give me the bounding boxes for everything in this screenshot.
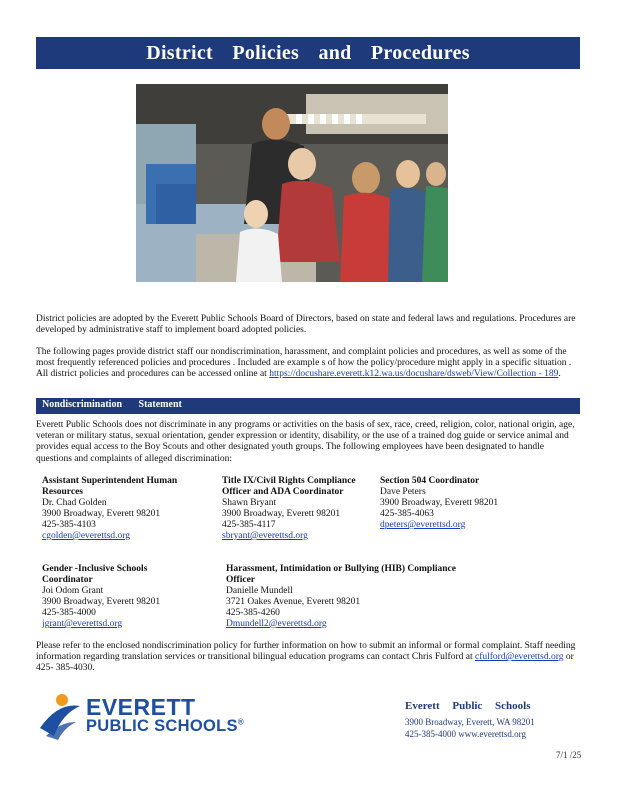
contact-email-link[interactable]: cgolden@everettsd.org <box>42 531 130 541</box>
contact-name: Dr. Chad Golden <box>42 498 107 508</box>
contact-role: Assistant Superintendent Human Resources <box>42 476 178 497</box>
intro-paragraph-1 <box>36 314 582 336</box>
contact-address: 3900 Broadway, Everett 98201 <box>380 498 499 508</box>
contact-title-ix <box>222 476 372 542</box>
footer-address: 3900 Broadway, Everett, WA 98201 <box>405 717 535 727</box>
classroom-illustration <box>136 84 448 282</box>
page-title: District Policies and Procedures <box>146 41 470 64</box>
contact-address: 3900 Broadway, Everett 98201 <box>42 509 161 519</box>
contact-email-link[interactable]: jgrant@everettsd.org <box>42 619 123 629</box>
contact-gender-inclusive <box>42 564 192 630</box>
fulford-email-link[interactable]: cfulford@everettsd.org <box>475 652 564 663</box>
closing-paragraph <box>36 641 582 675</box>
intro-text-2: The following pages provide district staff our nondiscrimination, harassment, and complaint policies and procedures, as well as some of the most frequently referenced policies and procedures . Included are example s of how the policy/procedure might apply in a specific situation . All district policies and procedures can be accessed online at <box>36 347 572 380</box>
logo-text-public-schools <box>86 717 244 736</box>
nondiscrimination-statement <box>36 420 582 465</box>
contact-name: Danielle Mundell <box>226 586 293 596</box>
nondiscrimination-heading: Nondiscrimination Statement <box>42 399 182 410</box>
logo-line2: PUBLIC SCHOOLS <box>86 717 238 735</box>
contact-hib <box>226 564 466 630</box>
contact-section-504 <box>380 476 550 531</box>
contact-email-link[interactable]: dpeters@everettsd.org <box>380 520 466 530</box>
footer-contact-block <box>405 700 535 740</box>
contact-role: Section 504 Coordinator <box>380 476 480 486</box>
contact-address: 3900 Broadway, Everett 98201 <box>222 509 341 519</box>
closing-end: or 425- 385-4030. <box>36 652 574 674</box>
contact-phone: 425-385-4117 <box>222 520 276 530</box>
swoosh-figure-icon <box>36 692 82 742</box>
contact-address: 3900 Broadway, Everett 98201 <box>42 597 161 607</box>
contact-address: 3721 Oakes Avenue, Everett 98201 <box>226 597 361 607</box>
contact-name: Dave Peters <box>380 487 426 497</box>
closing-text: Please refer to the enclosed nondiscrimination policy for further information on how to submit an informal or formal complaint. Staff needing information regarding translation services or transitional bilingual education programs can contact Chris Fulford at <box>36 641 576 663</box>
contact-phone: 425-385-4103 <box>42 520 96 530</box>
contact-name: Joi Odom Grant <box>42 586 104 596</box>
footer-title: Everett Public Schools <box>405 700 531 712</box>
header-banner <box>36 37 580 69</box>
contact-email-link[interactable]: Dmundell2@everettsd.org <box>226 619 327 629</box>
contact-name: Shawn Bryant <box>222 498 277 508</box>
footer-phone-web: 425-385-4000 www.everettsd.org <box>405 729 526 739</box>
everett-logo <box>36 692 246 742</box>
logo-text-everett: EVERETT <box>86 694 196 720</box>
contact-hr <box>42 476 192 542</box>
contact-email-link[interactable]: sbryant@everettsd.org <box>222 531 308 541</box>
contact-role: Gender -Inclusive Schools Coordinator <box>42 564 148 585</box>
contact-phone: 425-385-4260 <box>226 608 280 618</box>
intro-link-end: . <box>558 369 561 380</box>
intro-paragraph-2 <box>36 347 582 381</box>
contact-role: Harassment, Intimidation or Bullying (HIB) Compliance Officer <box>226 564 456 585</box>
page-date: 7/1 /25 <box>556 750 582 760</box>
docushare-link[interactable]: https://docushare.everett.k12.wa.us/docushare/dsweb/View/Collection - 189 <box>269 369 559 380</box>
nondiscrimination-text: Everett Public Schools does not discriminate in any programs or activities on the basis of sex, race, creed, religion, color, national origin, age, veteran or military status, sexual orientation, gender expression or identity, disability, or the use of a trained dog guide or service animal and provides equal access to the Boy Scouts and other designated youth groups. The following employees have been designated to handle questions and complaints of alleged discrimination: <box>36 420 575 464</box>
classroom-photo <box>136 84 448 282</box>
intro-text-1: District policies are adopted by the Everett Public Schools Board of Directors, based on state and federal laws and regulations. Procedures are developed by administrative staff to implement board adopted policies. <box>36 314 576 336</box>
contact-phone: 425-385-4063 <box>380 509 434 519</box>
contact-role: Title IX/Civil Rights Compliance Officer and ADA Coordinator <box>222 476 356 497</box>
nondiscrimination-heading-bar <box>36 398 580 414</box>
contact-phone: 425-385-4000 <box>42 608 96 618</box>
registered-mark: ® <box>237 717 244 727</box>
